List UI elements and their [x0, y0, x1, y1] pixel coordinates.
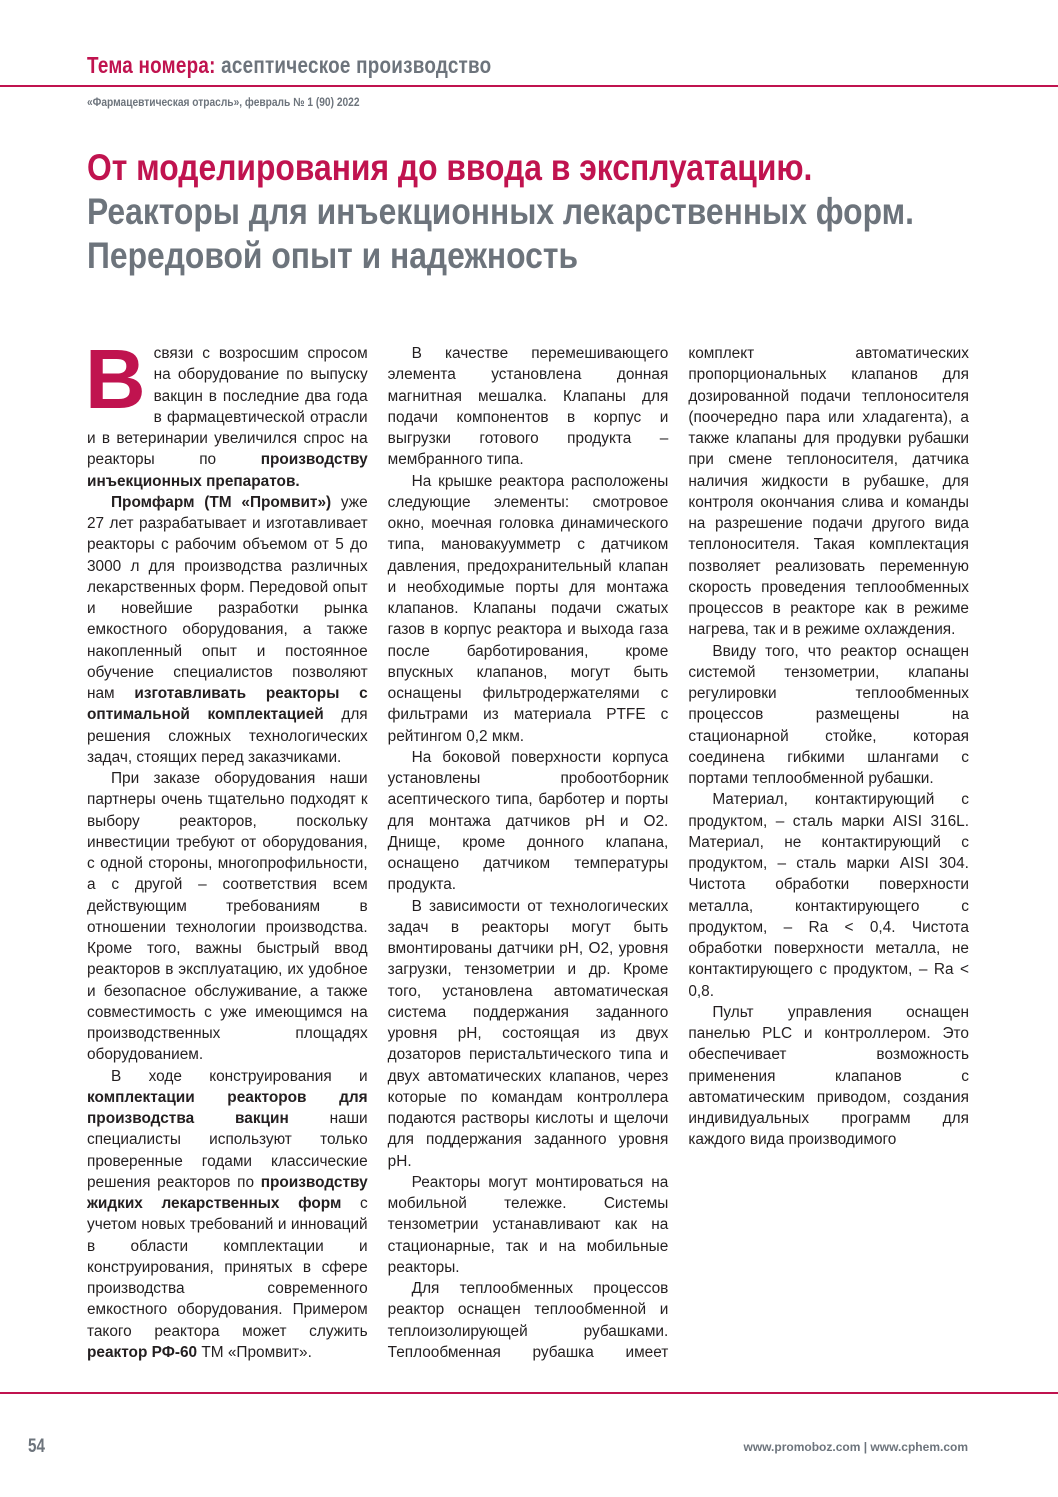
title-line-2: Реакторы для инъекционных лекарственных форм.: [87, 191, 915, 232]
title-line-3: Передовой опыт и надежность: [87, 235, 579, 276]
text-run: для решения сложных технологических задач, стоящих перед заказчиками.: [87, 706, 368, 766]
article-paragraph: [388, 896, 669, 1172]
text-run: наши специалисты используют только проверенные годами классические решения реакторов по: [87, 1110, 368, 1191]
article-paragraph: [388, 471, 669, 747]
rubric-topic: асептическое производство: [221, 52, 492, 78]
text-run: В зависимости от технологических задач в реакторы могут быть вмонтированы датчики pH, O2, уровня загрузки, тензометрии и др. Кроме того, установлена автоматическая система поддержания заданного уровня pH, состоящая из двух дозаторов перистальтического типа и двух автоматических клапанов, через которые по командам контроллера подаются растворы кислоты и щелочи для поддержания заданного уровня pH.: [387, 897, 669, 1170]
section-rubric: [87, 52, 491, 79]
text-run: При заказе оборудования наши партнеры очень тщательно подходят к выбору реакторов, поскольку инвестиции требуют от оборудования, с одной стороны, многопрофильности, а с другой – соответствия всем действующим требованиям в отношении технологии производства. Кроме того, важны быстрый ввод реакторов в эксплуатацию, их удобное и безопасное обслуживание, а также совместимость с уже имеющимся на производственных площадях оборудованием.: [87, 770, 368, 1064]
issue-info: «Фармацевтическая отрасль», февраль № 1 (90) 2022: [87, 95, 360, 109]
text-run: уже 27 лет разрабатывает и изготавливает реакторы с рабочим объемом от 5 до 3000 л для производства различных лекарственных форм. Передовой опыт и новейшие разработки рынка емкостного оборудования, а также накопленный опыт и постоянное обучение специалистов позволяют нам: [87, 493, 368, 702]
text-run: На крышке реактора расположены следующие элементы: смотровое окно, моечная головка динамического типа, мановакуумметр с датчиком давления, предохранительный клапан и необходимые порты для монтажа клапанов. Клапаны подачи сжатых газов в корпус реактора и выхода газа после барботирования, кроме впускных клапанов, могут быть оснащены фильтродержателями с фильтрами из материала PTFE с рейтингом 0,2 мкм.: [387, 472, 669, 745]
text-run: Для теплообменных процессов реактор оснащен теплообменной и теплоизолирующей рубашками. Теплообменная рубашка имеет комплект автоматических пропорциональных клапанов для дозированной подачи теплоносителя (поочередно пара или хладагента), а также клапаны для продувки рубашки при смене теплоносителя, датчика наличия жидкости в рубашке, для контроля окончания слива и команды на разрешение подачи другого вида теплоносителя. Такая комплектация позволяет реализовать переменную скорость проведения теплообменных процессов в реакторе как в режиме нагрева, так и в режиме охлаждения.: [387, 345, 969, 1361]
text-run: ТМ «Промвит».: [197, 1343, 312, 1361]
text-run: с учетом новых требований и инноваций в области комплектации и конструирования, принятых в сфере производства современного емкостного оборудования. Примером такого реактора может служить: [87, 1195, 368, 1340]
footer-divider: [0, 1392, 1058, 1394]
footer-sites: www.promoboz.com | www.cphem.com: [743, 1440, 968, 1454]
article-paragraph: [688, 789, 969, 1002]
article-title: [87, 146, 947, 278]
article-paragraph: [87, 492, 368, 768]
text-run: Материал, контактирующий с продуктом, – сталь марки AISI 316L. Материал, не контактирующий с продуктом, – сталь марки AISI 304. Чистота обработки поверхности металла, контактирующего с продуктом, – Ra < 0,4. Чистота обработки поверхности металла, не контактирующего с продуктом, – Ra < 0,8.: [688, 791, 969, 1000]
page-number: 54: [28, 1436, 45, 1457]
text-run: связи с возросшим спросом на оборудование по выпуску вакцин в последние два года в фармацевтической отрасли и в ветеринарии увеличился спрос на реакторы по: [87, 345, 368, 469]
text-run: Пульт управления оснащен панелью PLC и контроллером. Это обеспечивает возможность применения клапанов с автоматическим приводом, создания индивидуальных программ для каждого вида производимого: [688, 1003, 969, 1149]
article-paragraph: [87, 768, 368, 1066]
bold-text-run: реактор РФ-60: [87, 1343, 198, 1361]
article-paragraph: [388, 1172, 669, 1278]
bold-text-run: изготавливать реакторы с оптимальной комплектацией: [87, 685, 368, 724]
article-paragraph: [688, 1002, 969, 1151]
text-run: В ходе конструирования и: [111, 1067, 368, 1085]
text-run: В качестве перемешивающего элемента установлена донная магнитная мешалка. Клапаны для подачи компонентов в корпус и выгрузки готового продукта – мембранного типа.: [387, 345, 669, 469]
bold-text-run: производству жидких лекарственных форм: [87, 1173, 368, 1212]
bold-text-run: комплектации реакторов для производства вакцин: [87, 1088, 368, 1127]
title-line-1: От моделирования до ввода в эксплуатацию.: [87, 147, 813, 188]
text-run: Ввиду того, что реактор оснащен системой тензометрии, клапаны регулировки теплообменных процессов размещены на стационарной стойке, которая соединена гибкими шлангами с портами теплообменной рубашки.: [688, 642, 969, 787]
bold-text-run: производству инъекционных препаратов.: [87, 451, 368, 490]
article-paragraph: [87, 1066, 368, 1364]
article-paragraph: [388, 747, 669, 896]
bold-text-run: Промфарм (ТМ «Промвит»): [111, 493, 332, 511]
drop-cap: В: [85, 332, 146, 426]
header-divider: [0, 85, 1058, 87]
article-paragraph: [388, 343, 669, 471]
article-paragraph: [85, 332, 368, 492]
text-run: На боковой поверхности корпуса установлены пробоотборник асептического типа, барботер и порты для монтажа датчиков pH и O2. Днище, кроме донного клапана, оснащено датчиком температуры продукта.: [387, 748, 669, 894]
rubric-label: Тема номера:: [87, 52, 216, 78]
text-run: Реакторы могут монтироваться на мобильной тележке. Системы тензометрии устанавливают как на стационарные, так и на мобильные реакторы.: [387, 1173, 669, 1276]
article-body: [85, 332, 969, 1375]
article-paragraph: [688, 641, 969, 790]
